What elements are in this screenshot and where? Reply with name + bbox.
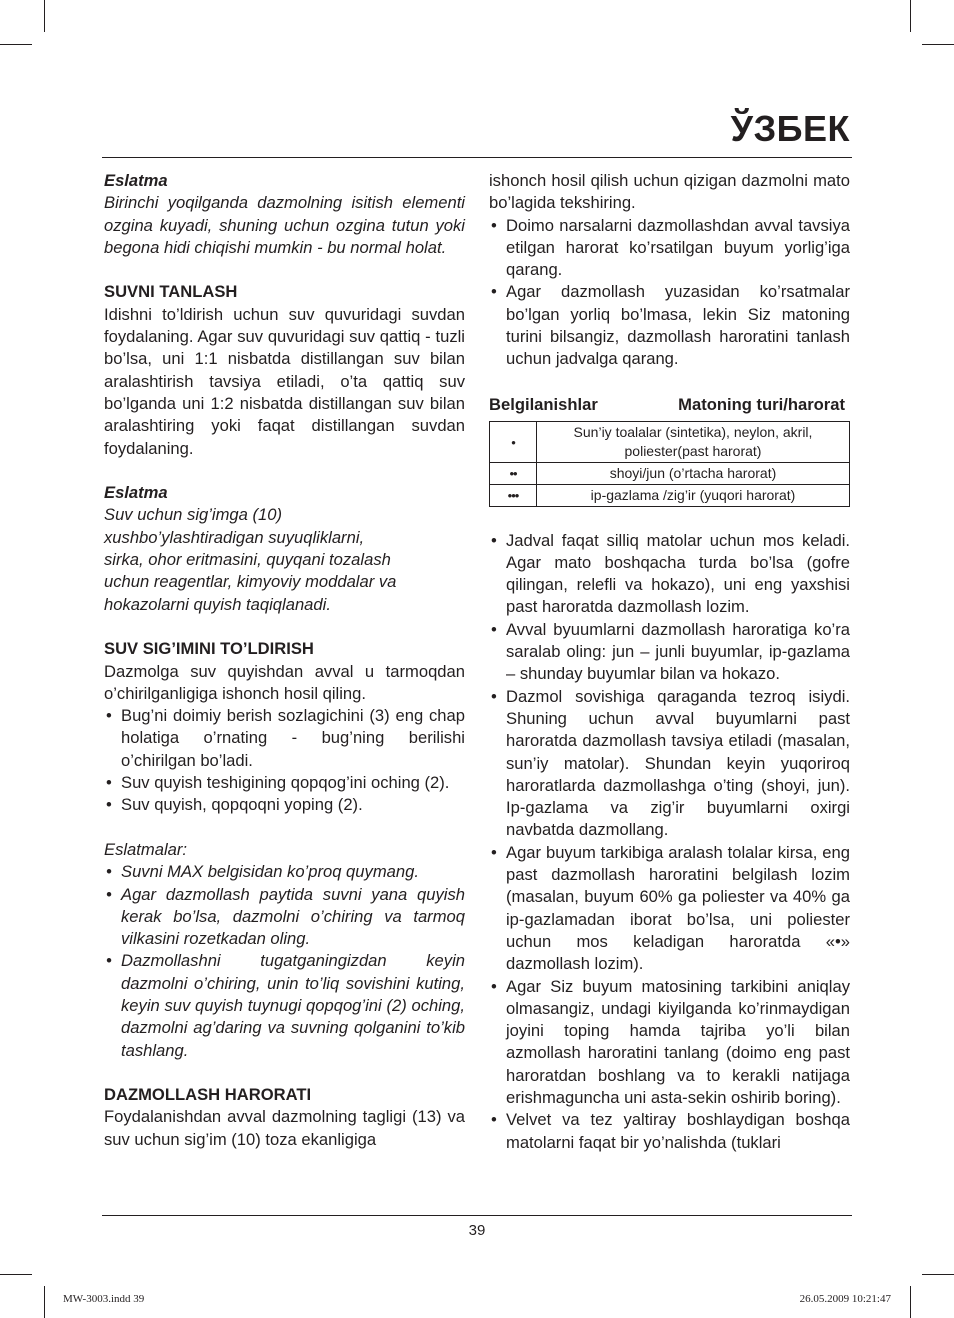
crop-mark xyxy=(922,1274,954,1275)
section-text: Foydalanishdan avval dazmolning tagligi (13) va suv uchun sig’im (10) toza ekanligiga xyxy=(104,1107,465,1149)
list-item: • Avval byuumlarni dazmollash haroratiga ko’ra saralab oling: jun – junli buyumlar, ip-gazlama – shunday buyumlar bilan va hokazo. xyxy=(491,619,850,684)
note-title: Eslatma xyxy=(104,171,168,190)
crop-mark xyxy=(0,1274,32,1275)
table-header xyxy=(489,394,850,416)
note-title: Eslatma xyxy=(104,483,168,503)
slug-date: 26.05.2009 10:21:47 xyxy=(799,1293,891,1305)
list-item: • Suv quyish, qopqoqni yoping (2). xyxy=(106,795,363,815)
list-item: • Agar Siz buyum matosining tarkibini aniqlay olmasangiz, undagi kiyilganda ko’rinmaydigan joyini toping hamda tajriba yo’li bilan azmollash haroratini tanlang (doimo eng past haroratdan boshlang va to kerakli natijaga erishmaguncha uni asta-sekin oshirib boring). xyxy=(491,976,850,1107)
table-row xyxy=(490,485,850,507)
crop-mark xyxy=(910,0,911,32)
notes-title: Eslatmalar: xyxy=(104,839,187,859)
list-item: • Dazmollashni tugatganingizdan keyin dazmolni o’chiring, unin to’liq sovishini kuting, keyin suv quyish tuynugi qopqog’ini (2) oching, dazmolni ag’daring va suvning qolganini to’kib tashlang. xyxy=(106,951,465,1060)
temperature-symbol: ••• xyxy=(490,485,537,507)
section-heading: SUVNI TANLASH xyxy=(104,282,238,302)
list-item: • Agar buyum tarkibiga aralash tolalar kirsa, eng past dazmollash haroratini belgilash lozim (masalan, buyum 60% ga poliester va 40% ga ip-gazlamadan iborat bo’lsa, uni poliester uchun mos keladigan haroratda «•» dazmollash lozim). xyxy=(491,842,850,974)
footer-rule xyxy=(102,1215,852,1216)
list-item: • Bug’ni doimiy berish sozlagichini (3) eng chap holatiga o’rnating - bug’ning berilishi o’chirilgan bo’ladi. xyxy=(106,706,465,770)
list-item: • Agar dazmollash paytida suvni yana quyish kerak bo’lsa, dazmolni o’chiring va tarmoq vilkasini rozetkadan oling. xyxy=(106,884,465,949)
list-item: • Suvni MAX belgisidan ko’proq quymang. xyxy=(106,862,419,882)
table-col-symbols: Belgilanishlar xyxy=(489,394,598,414)
list-item: • Dazmol sovishiga qaraganda tezroq isiydi. Shuning uchun avval buyumlarni past haroratda dazmollash tavsiya etiladi (masalan, sun’iy matolar). Shundan keyin yuqoriroq haroratlarda dazmollashga o’ting (shoyi, jun). Ip-gazlama va zig’ir buyumlarni oxirgi navbatda dazmollang. xyxy=(491,686,850,840)
crop-mark xyxy=(922,44,954,45)
temperature-symbol: • xyxy=(490,422,537,463)
slug-file: MW-3003.indd 39 xyxy=(63,1293,145,1305)
section-heading: SUV SIG’IMINI TO’LDIRISH xyxy=(104,639,314,659)
header-rule xyxy=(102,157,852,158)
section-heading: DAZMOLLASH HARORATI xyxy=(104,1085,312,1105)
left-column xyxy=(104,170,465,1151)
fabric-type: Sun’iy toalalar (sintetika), neylon, akril, poliester(past harorat) xyxy=(537,422,850,463)
crop-mark xyxy=(910,1286,911,1318)
crop-mark xyxy=(0,44,32,45)
fabric-type: shoyi/jun (o’rtacha harorat) xyxy=(537,463,850,485)
list-item: • Doimo narsalarni dazmollashdan avval tavsiya etilgan harorat ko’rsatilgan buyum yorlig’iga qarang. xyxy=(491,215,850,280)
note-text: Suv uchun sig’imga (10) xushbo’ylashtiradigan suyuqliklarni, sirka, ohor eritmasini, quyqani tozalash uchun reagentlar, kimyoviy moddalar va hokazolarni quyish taqiqlanadi. xyxy=(104,505,397,614)
crop-mark xyxy=(44,1286,45,1318)
crop-mark xyxy=(44,0,45,32)
temperature-table xyxy=(489,421,850,507)
section-text: Idishni to’ldirish uchun suv quvuridagi suvdan foydalaning. Agar suv quvuridagi suv qattiq - tuzli bo’lsa, uni 1:1 nisbatda distillangan suv bilan aralashtirish tavsiya etiladi, o’ta qattiq suv bo’lganda uni 1:2 nisbatda distillangan suv bilan aralashtiring yoki faqat distillangan suvdan foydalaning. xyxy=(104,304,465,458)
page-number: 39 xyxy=(468,1222,486,1239)
list-item: • Agar dazmollash yuzasidan ko’rsatmalar bo’lgan yorliq bo’lmasa, lekin Siz matoning turini bilsangiz, dazmollash haroratini tanlash uchun jadvalga qarang. xyxy=(491,282,850,369)
list-item: • Velvet va tez yaltiray boshlaydigan boshqa matolarni faqat bir yo’nalishda (tuklari xyxy=(491,1110,850,1152)
bullet-list xyxy=(104,861,465,1062)
bullet-list xyxy=(489,215,850,371)
table-col-fabric: Matoning turi/harorat xyxy=(678,394,845,414)
section-text: Dazmolga suv quyishdan avval u tarmoqdan o’chirilganligiga ishonch hosil qiling. xyxy=(104,661,465,703)
language-heading: ЎЗБЕК xyxy=(730,108,850,149)
section-text: ishonch hosil qilish uchun qizigan dazmolni mato bo’lagida tekshiring. xyxy=(489,171,850,213)
note-text: Birinchi yoqilganda dazmolning isitish elementi ozgina kuyadi, shuning uchun ozgina tutun yoki begona hidi chiqishi mumkin - bu normal holat. xyxy=(104,193,465,257)
table-row xyxy=(490,463,850,485)
list-item: • Suv quyish teshigining qopqog’ini oching (2). xyxy=(106,773,450,793)
temperature-symbol: •• xyxy=(490,463,537,485)
bullet-list xyxy=(104,705,465,816)
list-item: • Jadval faqat silliq matolar uchun mos keladi. Agar mato boshqacha turda bo’lsa (gofre qilingan, relefli va hokazo), uni eng yaxshisi past haroratda dazmollash lozim. xyxy=(491,530,850,617)
bullet-list xyxy=(489,530,850,1154)
fabric-type: ip-gazlama /zig’ir (yuqori harorat) xyxy=(537,485,850,507)
table-row xyxy=(490,422,850,463)
right-column xyxy=(489,170,850,1154)
